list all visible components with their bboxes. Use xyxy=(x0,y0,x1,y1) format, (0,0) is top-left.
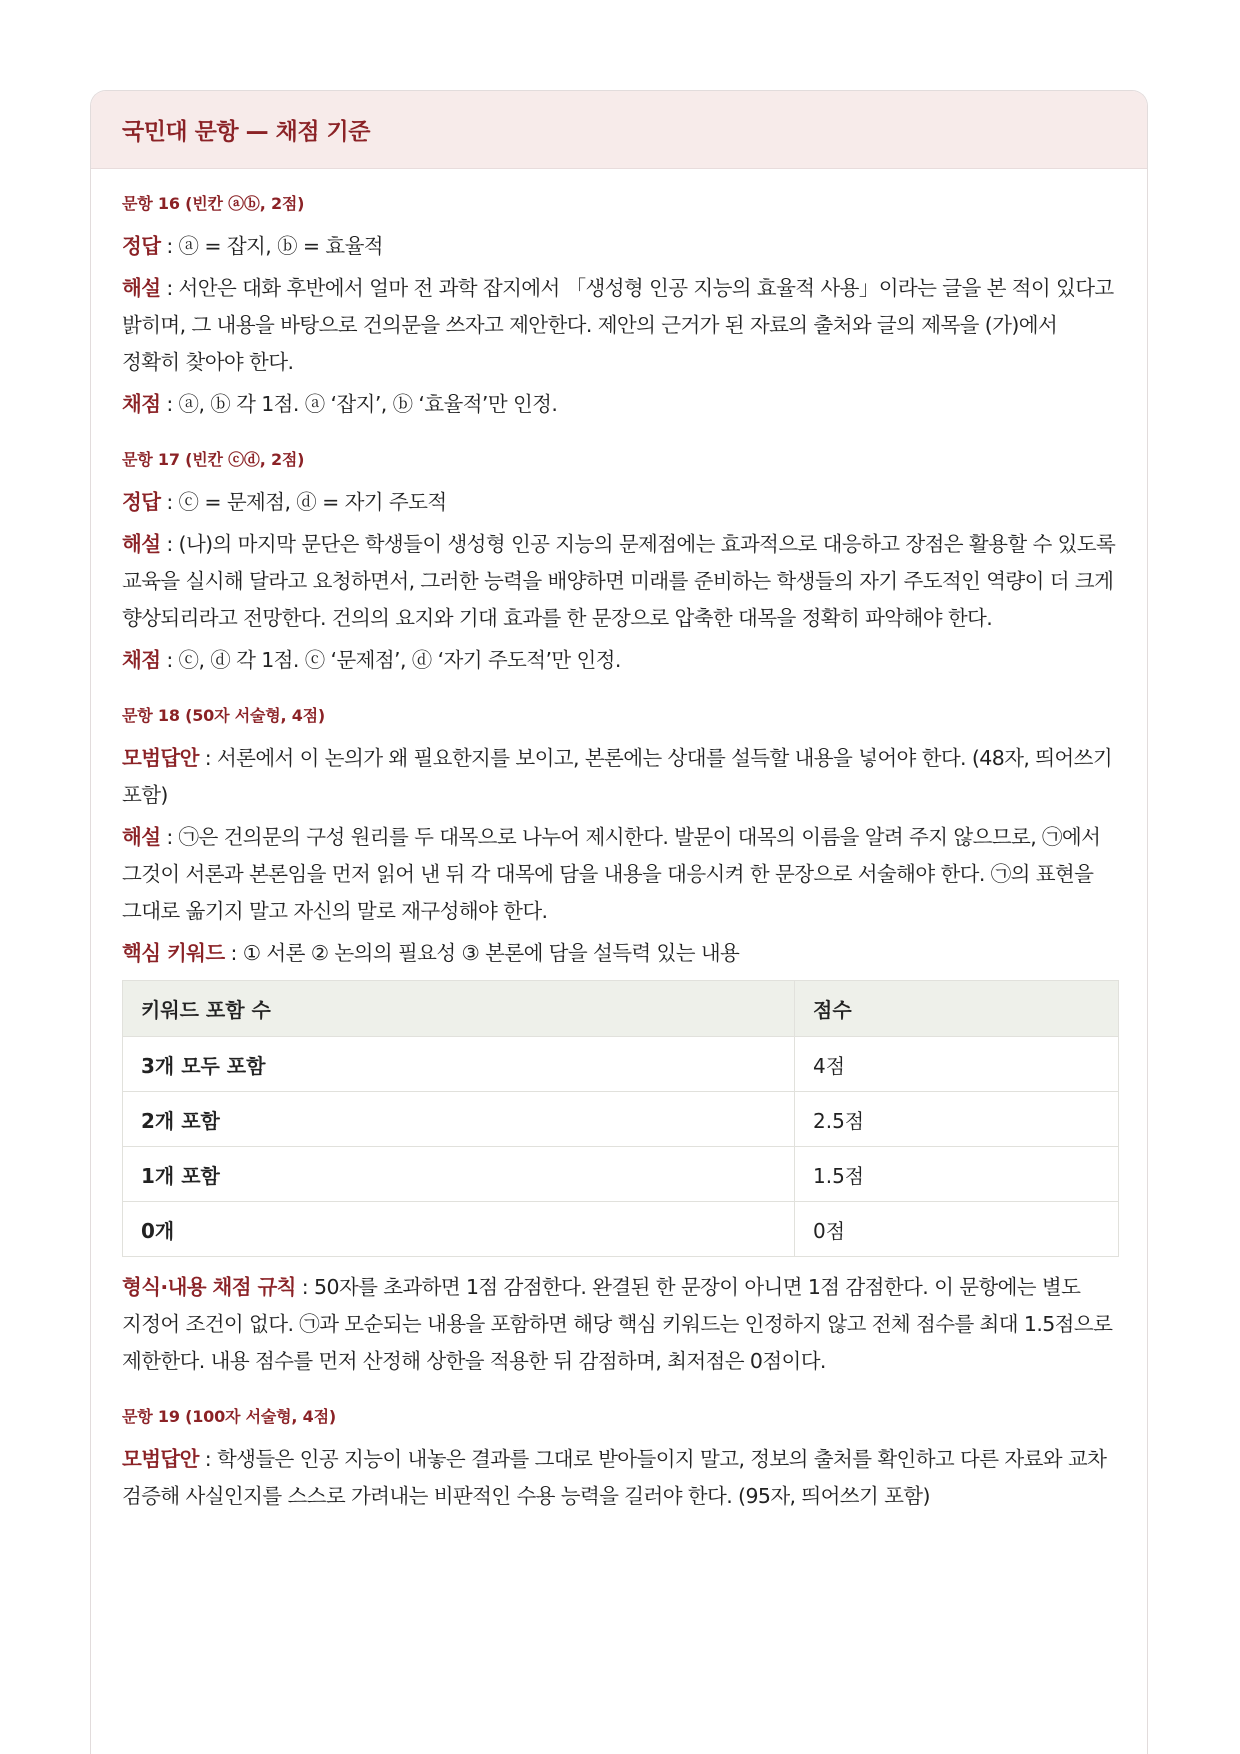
grading-text: : ⓒ, ⓓ 각 1점. ⓒ ‘문제점’, ⓓ ‘자기 주도적’만 인정. xyxy=(160,648,621,672)
column-header-score: 점수 xyxy=(795,981,1119,1037)
question-19-heading: 문항 19 (100자 서술형, 4점) xyxy=(122,1407,336,1426)
answer-label: 정답 xyxy=(122,490,161,514)
explanation-text: : (나)의 마지막 문단은 학생들이 생성형 인공 지능의 문제점에는 효과적으로 대응하고 장점은 활용할 수 있도록 교육을 실시해 달라고 요청하면서, 그러한 능력을 배양하면 미래를 준비하는 학생들의 자기 주도적인 역량이 더 크게 향상되리라고 전망한다. 건의의 요지와 기대 효과를 한 문장으로 압축한 대목을 정확히 파악해야 한다. xyxy=(122,532,1116,630)
question-19-model-answer xyxy=(122,1441,1116,1515)
score-table-header-row xyxy=(123,981,1119,1037)
grading-label: 채점 xyxy=(122,648,161,672)
answer-text: : ⓐ = 잡지, ⓑ = 효율적 xyxy=(160,234,384,258)
grading-criteria-card xyxy=(90,90,1148,1754)
card-content xyxy=(91,169,1147,1515)
model-answer-label: 모범답안 xyxy=(122,746,199,770)
rule-label: 형식·내용 채점 규칙 xyxy=(122,1275,296,1299)
table-row xyxy=(123,1037,1119,1092)
table-row xyxy=(123,1202,1119,1257)
keyword-count-cell: 0개 xyxy=(123,1202,795,1257)
page-title: 국민대 문항 — 채점 기준 xyxy=(122,119,370,145)
explanation-label: 해설 xyxy=(122,532,161,556)
score-cell: 0점 xyxy=(795,1202,1119,1257)
question-18-explanation xyxy=(122,819,1116,930)
explanation-label: 해설 xyxy=(122,825,161,849)
question-16-explanation xyxy=(122,270,1116,381)
rule-text: : 50자를 초과하면 1점 감점한다. 완결된 한 문장이 아니면 1점 감점한다. 이 문항에는 별도 지정어 조건이 없다. ㉠과 모순되는 내용을 포함하면 해당 핵심 키워드는 인정하지 않고 전체 점수를 최대 1.5점으로 제한한다. 내용 점수를 먼저 산정해 상한을 적용한 뒤 감점하며, 최저점은 0점이다. xyxy=(122,1275,1113,1373)
keyword-count-cell: 2개 포함 xyxy=(123,1092,795,1147)
question-18-keywords xyxy=(122,935,1116,972)
score-cell: 2.5점 xyxy=(795,1092,1119,1147)
keyword-text: : ① 서론 ② 논의의 필요성 ③ 본론에 담을 설득력 있는 내용 xyxy=(224,941,740,965)
explanation-text: : ㉠은 건의문의 구성 원리를 두 대목으로 나누어 제시한다. 발문이 대목의 이름을 알려 주지 않으므로, ㉠에서 그것이 서론과 본론임을 먼저 읽어 낸 뒤 각 대목에 담을 내용을 대응시켜 한 문장으로 서술해야 한다. ㉠의 표현을 그대로 옮기지 말고 자신의 말로 재구성해야 한다. xyxy=(122,825,1101,923)
answer-label: 정답 xyxy=(122,234,161,258)
question-18-heading: 문항 18 (50자 서술형, 4점) xyxy=(122,706,326,725)
card-header xyxy=(91,91,1147,169)
grading-text: : ⓐ, ⓑ 각 1점. ⓐ ‘잡지’, ⓑ ‘효율적’만 인정. xyxy=(160,392,558,416)
score-cell: 1.5점 xyxy=(795,1147,1119,1202)
model-answer-label: 모범답안 xyxy=(122,1447,199,1471)
grading-label: 채점 xyxy=(122,392,161,416)
score-cell: 4점 xyxy=(795,1037,1119,1092)
question-16-answer xyxy=(122,228,1116,265)
model-answer-text: : 학생들은 인공 지능이 내놓은 결과를 그대로 받아들이지 말고, 정보의 출처를 확인하고 다른 자료와 교차 검증해 사실인지를 스스로 가려내는 비판적인 수용 능력을 길러야 한다. (95자, 띄어쓰기 포함) xyxy=(122,1447,1107,1508)
question-17-answer xyxy=(122,484,1116,521)
score-table xyxy=(122,980,1119,1257)
explanation-text: : 서안은 대화 후반에서 얼마 전 과학 잡지에서 「생성형 인공 지능의 효율적 사용」이라는 글을 본 적이 있다고 밝히며, 그 내용을 바탕으로 건의문을 쓰자고 제안한다. 제안의 근거가 된 자료의 출처와 글의 제목을 (가)에서 정확히 찾아야 한다. xyxy=(122,276,1114,374)
model-answer-text: : 서론에서 이 논의가 왜 필요한지를 보이고, 본론에는 상대를 설득할 내용을 넣어야 한다. (48자, 띄어쓰기 포함) xyxy=(122,746,1113,807)
explanation-label: 해설 xyxy=(122,276,161,300)
question-17-grading xyxy=(122,642,1116,679)
keyword-count-cell: 1개 포함 xyxy=(123,1147,795,1202)
table-row xyxy=(123,1092,1119,1147)
question-16-heading: 문항 16 (빈칸 ⓐⓑ, 2점) xyxy=(122,194,305,213)
question-18-model-answer xyxy=(122,740,1116,814)
keyword-count-cell: 3개 모두 포함 xyxy=(123,1037,795,1092)
question-17-heading: 문항 17 (빈칸 ⓒⓓ, 2점) xyxy=(122,450,305,469)
question-16-grading xyxy=(122,386,1116,423)
question-17-explanation xyxy=(122,526,1116,637)
table-row xyxy=(123,1147,1119,1202)
column-header-keyword-count: 키워드 포함 수 xyxy=(123,981,795,1037)
keyword-label: 핵심 키워드 xyxy=(122,941,225,965)
answer-text: : ⓒ = 문제점, ⓓ = 자기 주도적 xyxy=(160,490,447,514)
question-18-grading-rule xyxy=(122,1269,1116,1380)
